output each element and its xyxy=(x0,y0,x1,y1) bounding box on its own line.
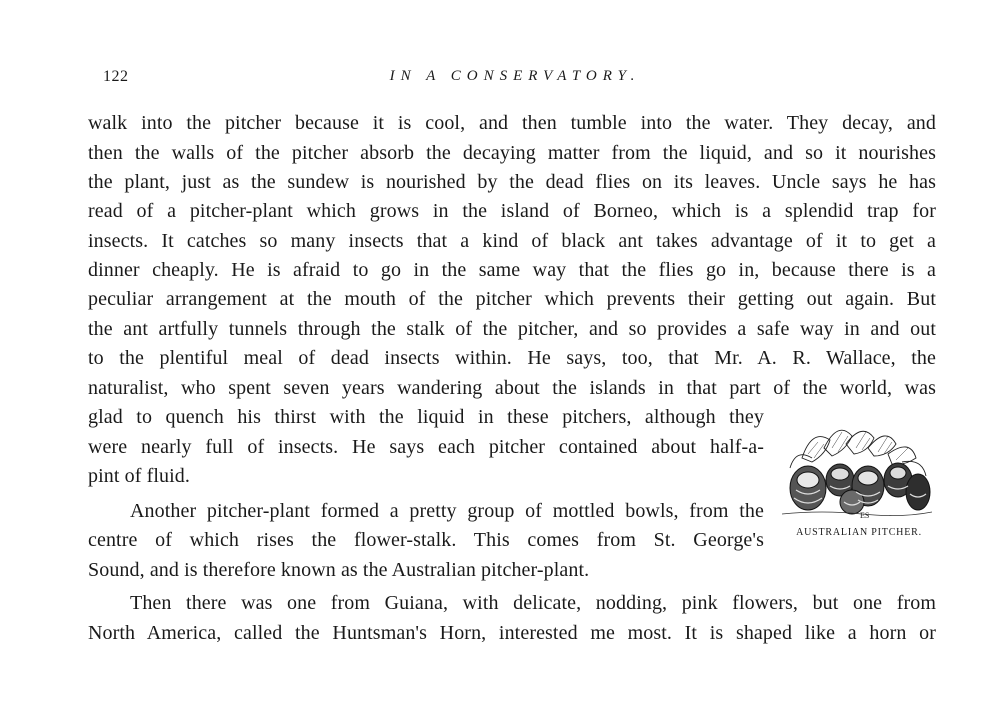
pitcher-plant-engraving xyxy=(782,418,932,522)
text-line: dinner cheaply. He is afraid to go in the same way that the flies go in, because there is a xyxy=(88,259,936,281)
text-line: pint of fluid. xyxy=(88,465,190,487)
text-line: naturalist, who spent seven years wandering about the islands in that part of the world, was xyxy=(88,377,936,399)
text-line: insects. It catches so many insects that a kind of black ant takes advantage of it to get a xyxy=(88,230,936,252)
text-line: centre of which rises the flower-stalk. This comes from St. George's xyxy=(88,529,764,551)
text-line: then the walls of the pitcher absorb the decaying matter from the liquid, and so it nourishes xyxy=(88,142,936,164)
australian-pitcher-illustration xyxy=(782,418,932,522)
text-line: peculiar arrangement at the mouth of the pitcher which prevents their getting out again. But xyxy=(88,288,936,310)
text-line: to the plentiful meal of dead insects within. He says, too, that Mr. A. R. Wallace, the xyxy=(88,347,936,369)
running-title: IN A CONSERVATORY. xyxy=(389,68,641,84)
page-header xyxy=(0,68,1000,94)
text-line: the plant, just as the sundew is nourished by the dead flies on its leaves. Uncle says he has xyxy=(88,171,936,193)
figure-caption: AUSTRALIAN PITCHER. xyxy=(796,527,922,538)
page-number: 122 xyxy=(103,68,129,85)
paragraph-start-line: Then there was one from Guiana, with delicate, nodding, pink flowers, but one from xyxy=(130,592,936,614)
text-line: glad to quench his thirst with the liquid in these pitchers, although they xyxy=(88,406,764,428)
text-line: Sound, and is therefore known as the Australian pitcher-plant. xyxy=(88,559,590,581)
text-line: walk into the pitcher because it is cool, and then tumble into the water. They decay, and xyxy=(88,112,936,134)
text-line: read of a pitcher-plant which grows in the island of Borneo, which is a splendid trap for xyxy=(88,200,936,222)
text-line: were nearly full of insects. He says each pitcher contained about half-a- xyxy=(88,436,764,458)
paragraph-start-line: Another pitcher-plant formed a pretty group of mottled bowls, from the xyxy=(130,500,764,522)
text-line: North America, called the Huntsman's Horn, interested me most. It is shaped like a horn or xyxy=(88,622,936,644)
text-line: the ant artfully tunnels through the stalk of the pitcher, and so provides a safe way in and out xyxy=(88,318,936,340)
engraver-mark: ES xyxy=(860,511,870,520)
